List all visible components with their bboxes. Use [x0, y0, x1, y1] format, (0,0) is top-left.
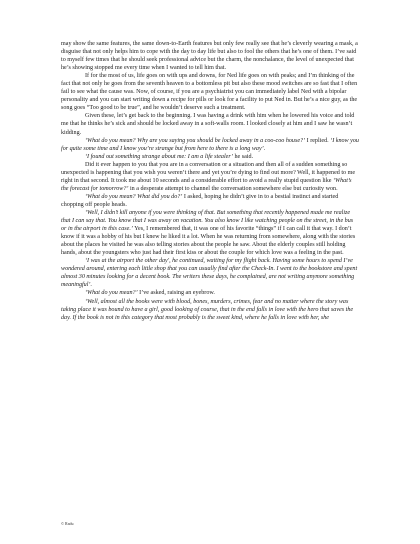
- text-run: Given these, let’s get back to the beginning. I was having a drink with him when he lowered his voice and told me that he thinks he’s sick and should be locked away in a soft-walls room. I looked closely at him and I saw he wasn’t kidding.: [61, 113, 355, 136]
- paragraph: [61, 112, 359, 136]
- italic-run: ‘I found out something strange about me: I am a life stealer’: [85, 153, 233, 160]
- paragraph: [61, 40, 359, 72]
- page-footer: © Radu: [61, 521, 74, 526]
- text-run: in a desperate attempt to channel the conversation somewhere else but curiosity won.: [128, 185, 338, 192]
- paragraph: [61, 289, 359, 297]
- text-run: he said.: [232, 153, 254, 160]
- paragraph: [61, 153, 359, 161]
- italic-run: ‘What’s the forecast for tomorrow?’: [61, 177, 352, 192]
- paragraph: [61, 161, 359, 193]
- italic-run: ‘Well, I didn’t kill anyone if you were thinking of that. But something that recently happened made me realize that I can say that. You know that I was away on vacation. You also know I like watching people on the street, in the bus or in the airport in this case.’: [61, 209, 354, 233]
- text-run: I’ve asked, raising an eyebrow.: [137, 290, 215, 297]
- paragraph: [61, 193, 359, 209]
- text-run: I replied.: [305, 137, 331, 144]
- text-run: If for the most of us, life goes on with ups and downs, for Ned life goes on with peaks; and I’m thinking of the fact that not only he goes from the seventh heaven to a bottomless pit but also these mood switches are so fast that I often fail to see what the cause was. Now, of course, if you are a psychiatrist you can immediately label Ned with a bipolar personality and you can start writing down a recipe for pills or look for a facility to put Ned in. But he’s a nice guy, as the song goes “Too good to be true”, and he wouldn’t deserve such a treatment.: [61, 73, 358, 112]
- italic-run: ‘I know you for quite some time and I know you’re strange but from here to there is a long way’.: [61, 137, 359, 152]
- paragraph: [61, 298, 359, 322]
- paragraph: [61, 257, 359, 289]
- italic-run: ‘Well, almost all the books were with blood, bones, murders, crimes, fear and no matter where the story was taking place it was bound to have a girl, good looking of course, that in the end falls in love with the hero that saves the day. If the book is not in this category that most probably is the sweet kind, where he falls in love with her, she: [61, 298, 354, 321]
- italic-run: ‘What do you mean? What did you do?’: [85, 193, 183, 200]
- paragraph: [61, 72, 359, 112]
- italic-run: ‘I was at the airport the other day', he continued, waiting for my flight back. Having some hours to spend I’ve wondered around, entering each little shop that you can usually find after the Check-In. I went to the bookstore and spent almost 30 minutes looking for a decent book. The writers these days, he complained, are not writing anymore something meaningful’.: [61, 258, 358, 289]
- text-run: may show the same features, the same down-to-Earth features but only few really see that he’s cleverly wearing a mask, a disguise that not only helps him to cope with the day to day life but also to fool the others that he’s one of them. I’ve said to myself few times that he should seek professional advice but the charm, the nonchalance, the level of unexpected that he’s showing stopped me every time when I wanted to tell him that.: [61, 41, 358, 72]
- paragraph: [61, 137, 359, 153]
- italic-run: ‘What do you mean? Why are you saying you should be locked away in a coo-coo house?’: [85, 137, 306, 144]
- text-run: Yes, I remembered that, it was one of his favorite “things” if I can call it that way. I don’t know if it was a hobby of his but I knew he liked it a lot. When he was returning from somewhere, along with the stories about the places he visited he was also telling stories about the people he saw. About the elderly couples still holding hands, about the youngsters who just had their first kiss or about the couple for which love was a feeling in the past.: [61, 226, 356, 257]
- text-run: Did it ever happen to you that you are in a conversation or a situation and then all of a sudden something so unexpected is happening that you wish you weren’t there and yet you’re dying to find out more? Well, it happened to me right in that second. It took me about 10 seconds and a considerable effort to avoid a really stupid question like: [61, 161, 356, 184]
- text-run: I asked, hoping he didn’t give in to a bestial instinct and started chopping off people heads.: [61, 193, 339, 208]
- body-text: [61, 40, 359, 322]
- paragraph: [61, 209, 359, 257]
- italic-run: ‘What do you mean?’: [85, 290, 138, 297]
